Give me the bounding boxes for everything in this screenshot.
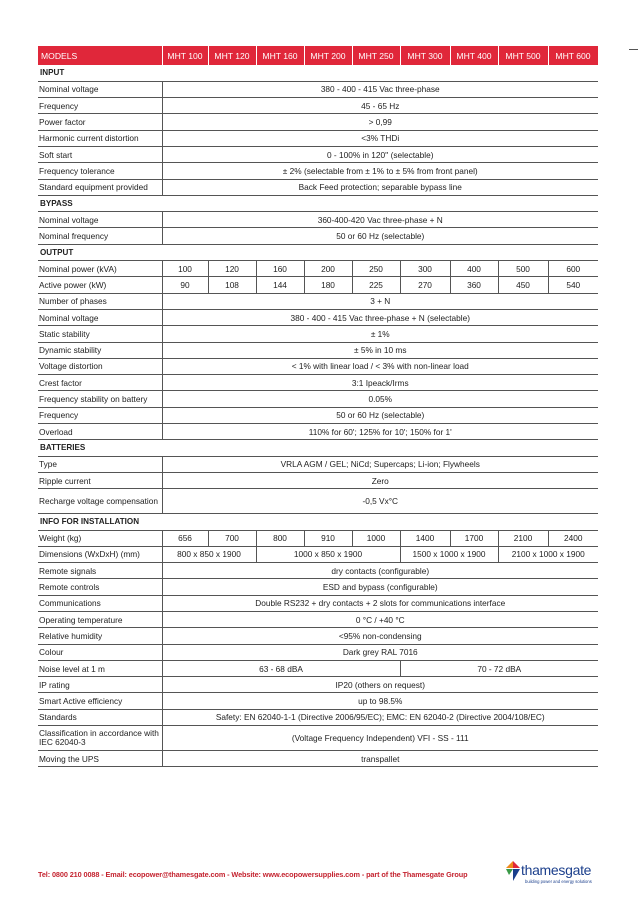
section-row <box>38 440 598 456</box>
model-value: 360 <box>450 277 498 293</box>
model-value: 270 <box>400 277 450 293</box>
model-value: 540 <box>548 277 598 293</box>
spec-value: Back Feed protection; separable bypass line <box>162 179 598 195</box>
spec-value: 110% for 60'; 125% for 10'; 150% for 1' <box>162 424 598 440</box>
spec-label: Classification in accordance with IEC 62040-3 <box>38 726 162 751</box>
spec-label: Soft start <box>38 146 162 162</box>
spec-label: Frequency <box>38 98 162 114</box>
spec-value: Safety: EN 62040-1-1 (Directive 2006/95/EC); EMC: EN 62040-2 (Directive 2004/108/EC) <box>162 709 598 725</box>
spec-value: 380 - 400 - 415 Vac three-phase + N (selectable) <box>162 309 598 325</box>
model-value: 225 <box>352 277 400 293</box>
model-value: 600 <box>548 261 598 277</box>
spec-row <box>38 293 598 309</box>
model-value: 250 <box>352 261 400 277</box>
spec-row <box>38 130 598 146</box>
model-value: 656 <box>162 530 208 546</box>
section-heading: OUTPUT <box>38 244 598 260</box>
spec-row <box>38 709 598 725</box>
spec-row <box>38 579 598 595</box>
edge-tick <box>629 49 638 50</box>
spec-row <box>38 612 598 628</box>
spec-value: ± 2% (selectable from ± 1% to ± 5% from front panel) <box>162 163 598 179</box>
spec-value: 0 - 100% in 120'' (selectable) <box>162 146 598 162</box>
spec-row <box>38 375 598 391</box>
spec-label: Type <box>38 456 162 472</box>
model-header: MHT 500 <box>498 46 548 65</box>
spec-row <box>38 326 598 342</box>
spec-label: Communications <box>38 595 162 611</box>
spec-label: Active power (kW) <box>38 277 162 293</box>
model-header: MHT 250 <box>352 46 400 65</box>
section-heading: BYPASS <box>38 195 598 211</box>
spec-row <box>38 530 598 546</box>
model-value: 90 <box>162 277 208 293</box>
spec-label: Nominal voltage <box>38 309 162 325</box>
spec-row <box>38 391 598 407</box>
model-value: 200 <box>304 261 352 277</box>
model-value: 2100 <box>498 530 548 546</box>
model-value: 400 <box>450 261 498 277</box>
model-value: 70 - 72 dBA <box>400 660 598 676</box>
spec-value: Zero <box>162 472 598 488</box>
spec-label: Recharge voltage compensation <box>38 489 162 514</box>
spec-label: Overload <box>38 424 162 440</box>
spec-label: Crest factor <box>38 375 162 391</box>
spec-value: <95% non-condensing <box>162 628 598 644</box>
spec-row <box>38 644 598 660</box>
spec-label: Dimensions (WxDxH) (mm) <box>38 546 162 562</box>
spec-row <box>38 358 598 374</box>
footer-contact: Tel: 0800 210 0088 - Email: ecopower@thamesgate.com - Website: www.ecopowersupplies.com - part of the Thamesgate Group <box>38 870 468 879</box>
model-value: 500 <box>498 261 548 277</box>
spec-label: Nominal voltage <box>38 81 162 97</box>
spec-label: Frequency <box>38 407 162 423</box>
model-value: 910 <box>304 530 352 546</box>
spec-label: Nominal frequency <box>38 228 162 244</box>
section-heading: INPUT <box>38 65 598 81</box>
model-value: 450 <box>498 277 548 293</box>
spec-value: 3:1 Ipeack/Irms <box>162 375 598 391</box>
spec-row <box>38 98 598 114</box>
models-header: MODELS <box>38 46 162 65</box>
spec-row <box>38 563 598 579</box>
spec-label: Ripple current <box>38 472 162 488</box>
spec-table <box>38 46 599 767</box>
thamesgate-logo <box>505 858 605 888</box>
model-value: 1000 <box>352 530 400 546</box>
model-value: 63 - 68 dBA <box>162 660 400 676</box>
spec-label: Frequency tolerance <box>38 163 162 179</box>
section-row <box>38 195 598 211</box>
header-row <box>38 46 598 65</box>
spec-label: Frequency stability on battery <box>38 391 162 407</box>
spec-row <box>38 693 598 709</box>
spec-label: IP rating <box>38 677 162 693</box>
model-value: 144 <box>256 277 304 293</box>
spec-row <box>38 114 598 130</box>
model-value: 2100 x 1000 x 1900 <box>498 546 598 562</box>
spec-value: < 1% with linear load / < 3% with non-linear load <box>162 358 598 374</box>
spec-row <box>38 309 598 325</box>
spec-label: Number of phases <box>38 293 162 309</box>
spec-row <box>38 726 598 751</box>
spec-label: Relative humidity <box>38 628 162 644</box>
spec-label: Nominal voltage <box>38 212 162 228</box>
spec-row <box>38 342 598 358</box>
spec-row <box>38 472 598 488</box>
model-value: 700 <box>208 530 256 546</box>
spec-row <box>38 277 598 293</box>
spec-label: Noise level at 1 m <box>38 660 162 676</box>
model-header: MHT 300 <box>400 46 450 65</box>
spec-row <box>38 228 598 244</box>
spec-row <box>38 546 598 562</box>
spec-label: Voltage distortion <box>38 358 162 374</box>
spec-value: Dark grey RAL 7016 <box>162 644 598 660</box>
spec-label: Remote signals <box>38 563 162 579</box>
model-value: 1700 <box>450 530 498 546</box>
spec-label: Standards <box>38 709 162 725</box>
spec-row <box>38 751 598 767</box>
spec-row <box>38 456 598 472</box>
spec-value: 45 - 65 Hz <box>162 98 598 114</box>
spec-value: ± 5% in 10 ms <box>162 342 598 358</box>
spec-label: Colour <box>38 644 162 660</box>
spec-label: Standard equipment provided <box>38 179 162 195</box>
logo-name: thamesgate <box>521 862 592 878</box>
spec-value: 50 or 60 Hz (selectable) <box>162 228 598 244</box>
model-value: 100 <box>162 261 208 277</box>
spec-value: <3% THDi <box>162 130 598 146</box>
model-value: 120 <box>208 261 256 277</box>
spec-label: Static stability <box>38 326 162 342</box>
spec-row <box>38 146 598 162</box>
spec-row <box>38 407 598 423</box>
model-header: MHT 100 <box>162 46 208 65</box>
model-header: MHT 160 <box>256 46 304 65</box>
section-heading: INFO FOR INSTALLATION <box>38 514 598 530</box>
spec-label: Operating temperature <box>38 612 162 628</box>
model-value: 1000 x 850 x 1900 <box>256 546 400 562</box>
spec-row <box>38 424 598 440</box>
spec-label: Power factor <box>38 114 162 130</box>
spec-value: IP20 (others on request) <box>162 677 598 693</box>
spec-value: 3 + N <box>162 293 598 309</box>
spec-value: ESD and bypass (configurable) <box>162 579 598 595</box>
model-value: 2400 <box>548 530 598 546</box>
spec-value: ± 1% <box>162 326 598 342</box>
model-value: 160 <box>256 261 304 277</box>
spec-row <box>38 179 598 195</box>
spec-value: 360-400-420 Vac three-phase + N <box>162 212 598 228</box>
spec-value: transpallet <box>162 751 598 767</box>
spec-row <box>38 261 598 277</box>
spec-row <box>38 660 598 676</box>
section-row <box>38 65 598 81</box>
model-value: 1500 x 1000 x 1900 <box>400 546 498 562</box>
spec-value: VRLA AGM / GEL; NiCd; Supercaps; Li-ion; Flywheels <box>162 456 598 472</box>
spec-value: 0.05% <box>162 391 598 407</box>
spec-row <box>38 595 598 611</box>
section-heading: BATTERIES <box>38 440 598 456</box>
model-value: 180 <box>304 277 352 293</box>
logo-mark-icon <box>505 860 521 882</box>
model-header: MHT 400 <box>450 46 498 65</box>
spec-row <box>38 628 598 644</box>
spec-value: Double RS232 + dry contacts + 2 slots for communications interface <box>162 595 598 611</box>
spec-value: 0 °C / +40 °C <box>162 612 598 628</box>
section-row <box>38 514 598 530</box>
spec-value: dry contacts (configurable) <box>162 563 598 579</box>
model-value: 300 <box>400 261 450 277</box>
spec-label: Nominal power (kVA) <box>38 261 162 277</box>
spec-label: Harmonic current distortion <box>38 130 162 146</box>
spec-row <box>38 212 598 228</box>
model-header: MHT 120 <box>208 46 256 65</box>
spec-value: -0,5 Vx°C <box>162 489 598 514</box>
spec-label: Smart Active efficiency <box>38 693 162 709</box>
model-value: 800 x 850 x 1900 <box>162 546 256 562</box>
spec-value: 50 or 60 Hz (selectable) <box>162 407 598 423</box>
model-value: 1400 <box>400 530 450 546</box>
spec-label: Dynamic stability <box>38 342 162 358</box>
logo-tagline: building power and energy solutions <box>525 879 592 884</box>
model-header: MHT 600 <box>548 46 598 65</box>
model-value: 800 <box>256 530 304 546</box>
spec-value: up to 98.5% <box>162 693 598 709</box>
spec-row <box>38 489 598 514</box>
model-value: 108 <box>208 277 256 293</box>
spec-label: Moving the UPS <box>38 751 162 767</box>
spec-label: Remote controls <box>38 579 162 595</box>
spec-value: > 0,99 <box>162 114 598 130</box>
spec-row <box>38 677 598 693</box>
spec-row <box>38 163 598 179</box>
model-header: MHT 200 <box>304 46 352 65</box>
spec-row <box>38 81 598 97</box>
section-row <box>38 244 598 260</box>
spec-value: (Voltage Frequency Independent) VFI - SS - 111 <box>162 726 598 751</box>
spec-value: 380 - 400 - 415 Vac three-phase <box>162 81 598 97</box>
spec-label: Weight (kg) <box>38 530 162 546</box>
